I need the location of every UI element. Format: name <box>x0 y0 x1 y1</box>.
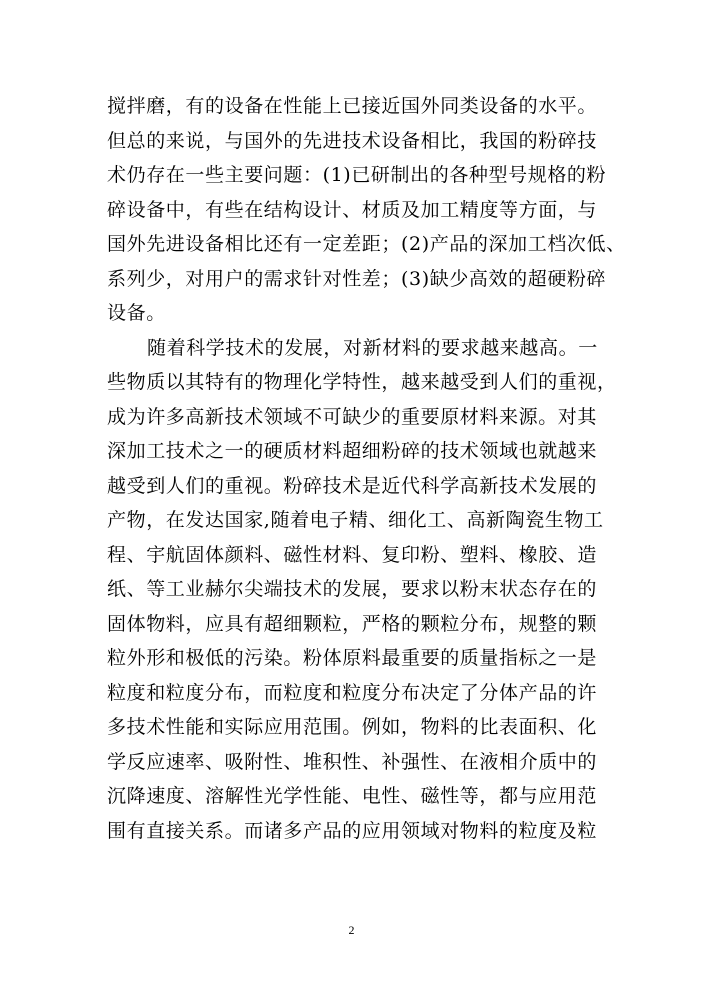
text-line: 国外先进设备相比还有一定差距；(2)产品的深加工档次低、 <box>107 233 626 255</box>
paragraph-first-line: 随着科学技术的发展，对新材料的要求越来越高。一 <box>147 336 598 359</box>
text-line: 系列少，对用户的需求针对性差；(3)缺少高效的超硬粉碎 <box>107 267 607 290</box>
text-line: 沉降速度、溶解性光学性能、电性、磁性等，都与应用范 <box>107 785 598 807</box>
text-line: 些物质以其特有的物理化学特性，越来越受到人们的重视， <box>107 371 617 393</box>
text-line: 但总的来说，与国外的先进技术设备相比，我国的粉碎技 <box>107 129 598 152</box>
text-line: 碎设备中，有些在结构设计、材质及加工精度等方面，与 <box>107 198 598 221</box>
text-line: 产物，在发达国家,随着电子精、细化工、高新陶瓷生物工 <box>107 509 604 531</box>
text-line: 搅拌磨，有的设备在性能上已接近国外同类设备的水平。 <box>107 95 598 117</box>
body-text <box>107 89 626 848</box>
text-line: 越受到人们的重视。粉碎技术是近代科学高新技术发展的 <box>107 474 598 497</box>
text-line: 学反应速率、吸附性、堆积性、补强性、在液相介质中的 <box>107 750 598 773</box>
text-line: 术仍存在一些主要问题：(1)已研制出的各种型号规格的粉 <box>107 164 607 186</box>
text-line: 围有直接关系。而诸多产品的应用领域对物料的粒度及粒 <box>107 819 598 842</box>
text-line: 多技术性能和实际应用范围。例如，物料的比表面积、化 <box>107 716 598 738</box>
text-line: 成为许多高新技术领域不可缺少的重要原材料来源。对其 <box>107 405 598 428</box>
text-line: 固体物料，应具有超细颗粒，严格的颗粒分布，规整的颗 <box>107 612 598 635</box>
page-number: 2 <box>348 923 355 937</box>
text-line: 粒度和粒度分布，而粒度和粒度分布决定了分体产品的许 <box>107 681 598 704</box>
text-line: 纸、等工业赫尔尖端技术的发展，要求以粉末状态存在的 <box>107 578 598 600</box>
text-line: 设备。 <box>107 302 166 324</box>
text-line: 深加工技术之一的硬质材料超细粉碎的技术领域也就越来 <box>107 440 598 462</box>
text-line: 粒外形和极低的污染。粉体原料最重要的质量指标之一是 <box>107 647 598 669</box>
text-line: 程、宇航固体颜料、磁性材料、复印粉、塑料、橡胶、造 <box>107 543 598 566</box>
